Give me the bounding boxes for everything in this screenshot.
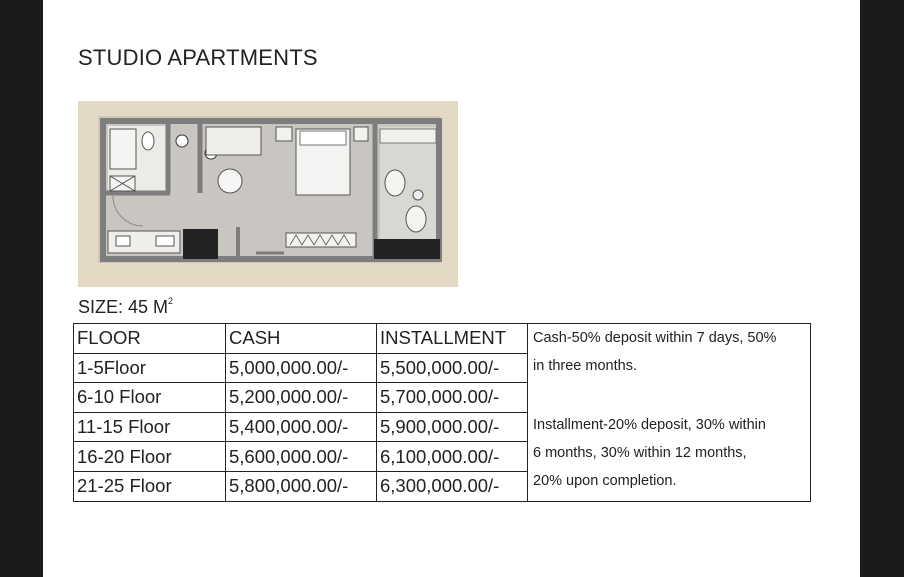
installment-terms-line-3: 20% upon completion. [533,472,677,489]
floor-cell: 21-25 Floor [74,471,226,501]
floor-plan-image [78,101,458,287]
unit-size-text: SIZE: 45 M [78,297,169,317]
header-floor: FLOOR [74,324,226,354]
installment-terms-line-1: Installment-20% deposit, 30% within [533,416,766,433]
table-header-row [74,324,811,354]
unit-size-label [78,296,173,318]
header-cash: CASH [226,324,377,354]
cash-terms-line-2: in three months. [533,358,637,374]
floor-cell: 11-15 Floor [74,412,226,442]
unit-size-superscript: 2 [168,296,174,306]
installment-price-cell: 5,500,000.00/- [377,353,528,383]
price-table [73,323,811,502]
cash-price-cell: 5,600,000.00/- [226,442,377,472]
floor-cell: 1-5Floor [74,353,226,383]
cash-price-cell: 5,800,000.00/- [226,471,377,501]
payment-terms-cell [528,324,811,502]
installment-price-cell: 5,900,000.00/- [377,412,528,442]
floor-cell: 16-20 Floor [74,442,226,472]
installment-price-cell: 6,100,000.00/- [377,442,528,472]
cash-price-cell: 5,200,000.00/- [226,383,377,413]
cash-price-cell: 5,400,000.00/- [226,412,377,442]
document-page [43,0,860,577]
installment-price-cell: 6,300,000.00/- [377,471,528,501]
cash-terms-line-1: Cash-50% deposit within 7 days, 50% [533,330,777,346]
floor-plan-drawing [78,101,458,287]
installment-price-cell: 5,700,000.00/- [377,383,528,413]
page-title: STUDIO APARTMENTS [78,45,318,70]
floor-cell: 6-10 Floor [74,383,226,413]
header-installment: INSTALLMENT [377,324,528,354]
cash-price-cell: 5,000,000.00/- [226,353,377,383]
installment-terms-line-2: 6 months, 30% within 12 months, [533,444,747,461]
